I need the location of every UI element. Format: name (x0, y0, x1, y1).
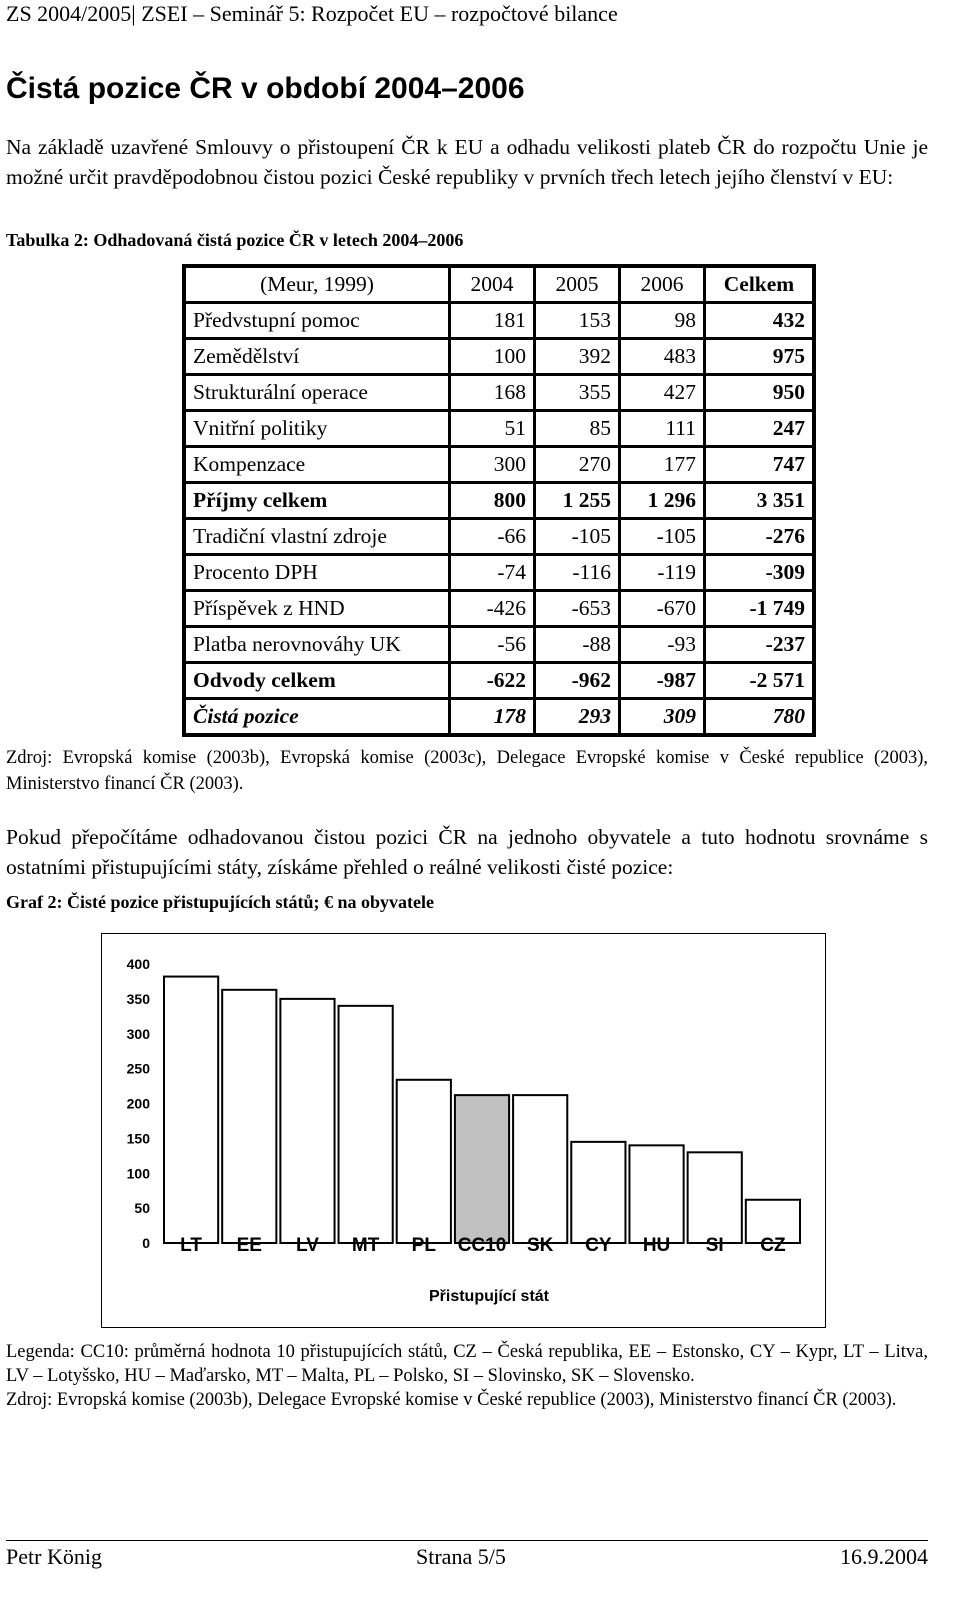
value-cell: 153 (535, 303, 620, 339)
chart-canvas (102, 934, 827, 1329)
x-category-label: LT (180, 1235, 202, 1256)
value-cell: -93 (620, 627, 705, 663)
row-label-cell: Procento DPH (193, 560, 318, 584)
bar-si (688, 1152, 742, 1243)
value-cell: 100 (450, 339, 535, 375)
value-cell: -2 571 (705, 663, 815, 699)
running-header: ZS 2004/2005| ZSEI – Seminář 5: Rozpočet EU – rozpočtové bilance (6, 1, 618, 26)
bar-cy (571, 1142, 625, 1243)
chart-source: Zdroj: Evropská komise (2003b), Delegace Evropské komise v České republice (2003), Ministerstvo financí ČR (2003). (6, 1390, 897, 1410)
row-label-cell: Tradiční vlastní zdroje (193, 524, 387, 548)
chart-caption: Graf 2: Čisté pozice přistupujících států; € na obyvatele (6, 892, 434, 912)
x-category-label: LV (296, 1235, 319, 1256)
x-category-label: HU (642, 1235, 671, 1256)
value-cell: -237 (705, 627, 815, 663)
value-cell: -426 (450, 591, 535, 627)
value-cell: 800 (450, 483, 535, 519)
value-cell: -116 (535, 555, 620, 591)
table-row (184, 411, 814, 447)
value-cell: -56 (450, 627, 535, 663)
row-label-cell: Kompenzace (193, 452, 306, 476)
per-capita-paragraph: Pokud přepočítáme odhadovanou čistou pozici ČR na jednoho obyvatele a tuto hodnotu srovnáme s ostatními přistupujícími státy, získáme přehled o reálné velikosti čisté pozice: (6, 825, 928, 879)
value-cell: -987 (620, 663, 705, 699)
y-tick-label: 100 (126, 1165, 150, 1182)
y-tick-label: 50 (134, 1200, 150, 1217)
table-row (184, 591, 814, 627)
table-row (184, 699, 814, 736)
value-cell: -622 (450, 663, 535, 699)
value-cell: 178 (450, 699, 535, 736)
bar-sk (513, 1095, 567, 1243)
value-cell: -962 (535, 663, 620, 699)
table-caption: Tabulka 2: Odhadovaná čistá pozice ČR v letech 2004–2006 (6, 230, 464, 250)
bar-cc10 (455, 1095, 509, 1243)
row-label-cell: Odvody celkem (193, 668, 336, 692)
bar-hu (629, 1145, 683, 1243)
value-cell: 181 (450, 303, 535, 339)
x-category-label: SK (526, 1235, 554, 1256)
bar-ee (222, 990, 276, 1243)
value-cell: 247 (705, 411, 815, 447)
table-source: Zdroj: Evropská komise (2003b), Evropská komise (2003c), Delegace Evropské komise v České republice (2003), Ministerstvo financí ČR (2003). (6, 748, 928, 794)
net-position-table (182, 264, 816, 737)
x-axis-title: Přistupující stát (428, 1288, 550, 1305)
value-cell: -276 (705, 519, 815, 555)
value-cell: -88 (535, 627, 620, 663)
value-cell: -653 (535, 591, 620, 627)
value-cell: 2006 (620, 266, 705, 303)
y-tick-label: 150 (126, 1130, 150, 1147)
table-row (184, 339, 814, 375)
value-cell: -74 (450, 555, 535, 591)
x-category-label: PL (411, 1235, 436, 1256)
table-row (184, 555, 814, 591)
bar-lt (164, 977, 218, 1243)
value-cell: 747 (705, 447, 815, 483)
value-cell: 950 (705, 375, 815, 411)
footer-page-number: Strana 5/5 (416, 1544, 506, 1569)
x-category-label: CZ (760, 1235, 786, 1256)
row-label-cell: Příjmy celkem (193, 488, 328, 512)
value-cell: 177 (620, 447, 705, 483)
value-cell: 300 (450, 447, 535, 483)
x-category-label: SI (705, 1235, 724, 1256)
table-row (184, 663, 814, 699)
value-cell: 2004 (450, 266, 535, 303)
value-cell: 780 (705, 699, 815, 736)
row-label-cell: Vnitřní politiky (193, 416, 328, 440)
table-row (184, 483, 814, 519)
value-cell: 483 (620, 339, 705, 375)
row-label-cell: Strukturální operace (193, 380, 368, 404)
y-tick-label: 400 (126, 956, 150, 972)
table-row (184, 519, 814, 555)
row-label-cell: Předvstupní pomoc (193, 308, 360, 332)
value-cell: 85 (535, 411, 620, 447)
table-row (184, 447, 814, 483)
value-cell: -309 (705, 555, 815, 591)
value-cell: 2005 (535, 266, 620, 303)
bar-pl (397, 1080, 451, 1243)
bar-chart (101, 933, 826, 1328)
footer-author: Petr König (6, 1544, 102, 1569)
row-label-cell: Čistá pozice (193, 704, 299, 728)
table-row (184, 375, 814, 411)
y-tick-label: 300 (126, 1025, 150, 1042)
row-label-cell: Příspěvek z HND (193, 596, 345, 620)
table-row (184, 627, 814, 663)
value-cell: -105 (620, 519, 705, 555)
value-cell: 392 (535, 339, 620, 375)
row-label-cell: Zemědělství (193, 344, 300, 368)
value-cell: 355 (535, 375, 620, 411)
y-tick-label: 350 (126, 990, 150, 1007)
table-header-row (184, 266, 814, 303)
bar-mt (339, 1006, 393, 1243)
value-cell: 168 (450, 375, 535, 411)
value-cell: 111 (620, 411, 705, 447)
value-cell: 427 (620, 375, 705, 411)
value-cell: Celkem (705, 266, 815, 303)
intro-paragraph: Na základě uzavřené Smlouvy o přistoupení ČR k EU a odhadu velikosti plateb ČR do rozpočtu Unie je možné určit pravděpodobnou čistou pozici České republiky v prvních třech letech jejího členství v EU: (6, 135, 928, 189)
y-tick-label: 200 (126, 1095, 150, 1112)
value-cell: -670 (620, 591, 705, 627)
x-category-label: MT (351, 1235, 380, 1256)
value-cell: 98 (620, 303, 705, 339)
y-tick-label: 250 (126, 1060, 150, 1077)
footer-date: 16.9.2004 (840, 1544, 928, 1569)
x-category-label: CC10 (457, 1235, 507, 1256)
value-cell: -1 749 (705, 591, 815, 627)
bar-lv (280, 999, 334, 1243)
x-category-label: CY (585, 1235, 612, 1256)
value-cell: 432 (705, 303, 815, 339)
value-cell: -119 (620, 555, 705, 591)
page-title: Čistá pozice ČR v období 2004–2006 (6, 72, 525, 105)
value-cell: 293 (535, 699, 620, 736)
footer-divider (6, 1540, 928, 1541)
x-category-label: EE (236, 1235, 262, 1256)
row-label-cell: (Meur, 1999) (260, 272, 374, 296)
value-cell: 51 (450, 411, 535, 447)
value-cell: 975 (705, 339, 815, 375)
chart-legend-text: Legenda: CC10: průměrná hodnota 10 přistupujících států, CZ – Česká republika, EE – Estonsko, CY – Kypr, LT – Litva, LV – Lotyšsko, HU – Maďarsko, MT – Malta, PL – Polsko, SI – Slovinsko, SK – Slovensko. (6, 1342, 928, 1386)
value-cell: 1 296 (620, 483, 705, 519)
value-cell: 1 255 (535, 483, 620, 519)
table-row (184, 303, 814, 339)
value-cell: -66 (450, 519, 535, 555)
value-cell: 309 (620, 699, 705, 736)
value-cell: 3 351 (705, 483, 815, 519)
row-label-cell: Platba nerovnováhy UK (193, 632, 401, 656)
value-cell: 270 (535, 447, 620, 483)
value-cell: -105 (535, 519, 620, 555)
y-tick-label: 0 (142, 1235, 150, 1251)
